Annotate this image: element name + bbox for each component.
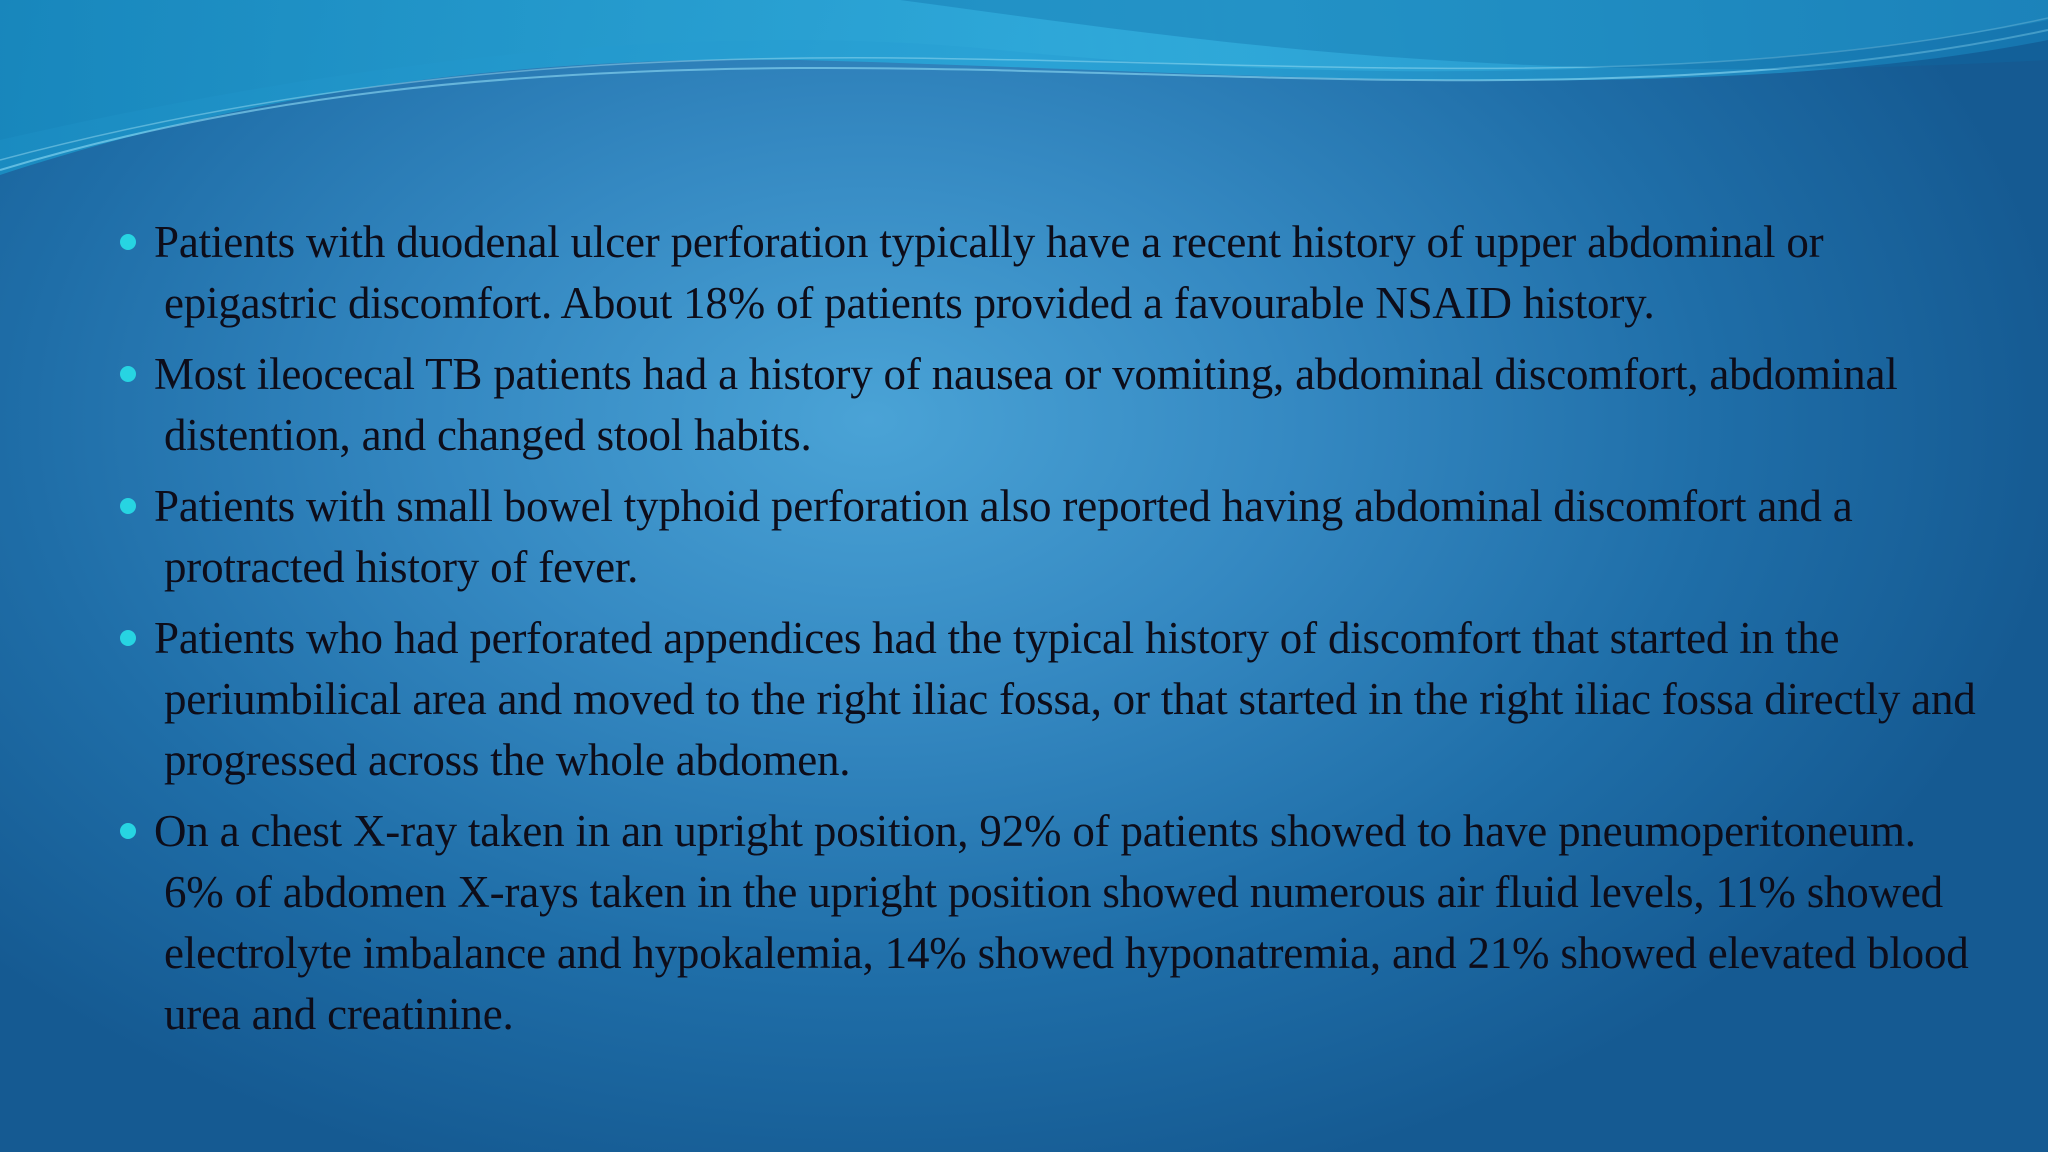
bullet-text: Patients who had perforated appendices had the typical history of discomfort that started in the periumbilical area and moved to the right iliac fossa, or that started in the right iliac fossa directly and progressed across the whole abdomen.	[154, 613, 1976, 785]
bullet-item	[118, 212, 1978, 334]
header-wave-decoration	[0, 0, 2048, 200]
bullet-item	[118, 344, 1978, 466]
bullet-dot-icon	[120, 234, 136, 250]
bullet-dot-icon	[120, 630, 136, 646]
bullet-dot-icon	[120, 366, 136, 382]
bullet-text: Patients with small bowel typhoid perforation also reported having abdominal discomfort and a protracted history of fever.	[154, 481, 1853, 592]
bullet-item	[118, 801, 1978, 1045]
bullet-list	[118, 212, 1978, 1055]
bullet-dot-icon	[120, 498, 136, 514]
bullet-item	[118, 476, 1978, 598]
bullet-item	[118, 608, 1978, 791]
bullet-text: Most ileocecal TB patients had a history of nausea or vomiting, abdominal discomfort, abdominal distention, and changed stool habits.	[154, 349, 1898, 460]
bullet-dot-icon	[120, 823, 136, 839]
bullet-text: Patients with duodenal ulcer perforation typically have a recent history of upper abdominal or epigastric discomfort. About 18% of patients provided a favourable NSAID history.	[154, 217, 1824, 328]
bullet-text: On a chest X-ray taken in an upright position, 92% of patients showed to have pneumoperitoneum. 6% of abdomen X-rays taken in the upright position showed numerous air fluid levels, 11% showed electrolyte imbalance and hypokalemia, 14% showed hyponatremia, and 21% showed elevated blood urea and creatinine.	[154, 806, 1969, 1039]
